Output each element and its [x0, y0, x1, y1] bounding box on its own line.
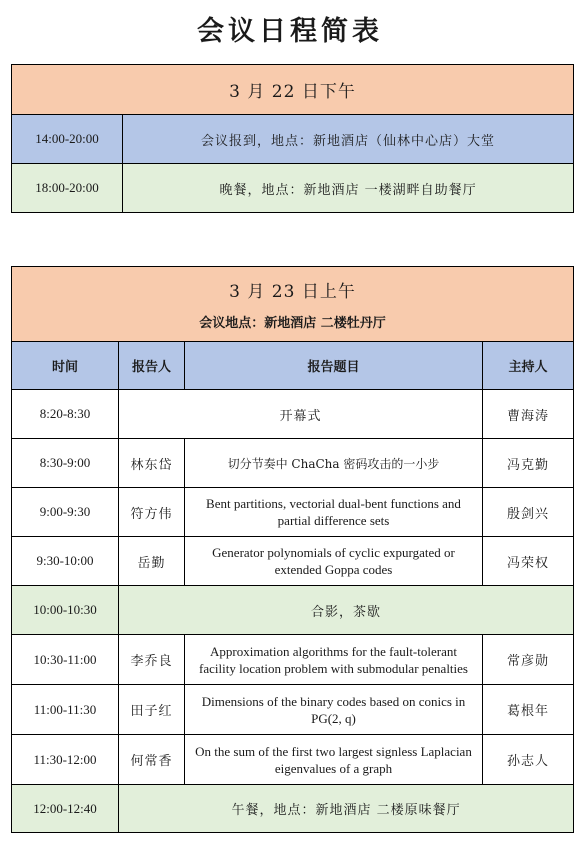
schedule-table-day2 [11, 266, 574, 833]
content-cell: 会议报到，地点：新地酒店（仙林中心店）大堂 [123, 115, 574, 164]
topic-cell: Bent partitions, vectorial dual-bent functions and partial difference sets [185, 488, 483, 537]
host-cell: 常彦勋 [483, 635, 574, 685]
time-cell: 8:20-8:30 [12, 390, 119, 439]
topic-cell: Dimensions of the binary codes based on conics in PG(2, q) [185, 685, 483, 735]
host-cell: 曹海涛 [483, 390, 574, 439]
table-row [12, 586, 574, 635]
schedule-table-day1 [11, 64, 574, 213]
speaker-cell: 田子红 [119, 685, 185, 735]
day2-header-row [12, 267, 574, 342]
table-row [12, 635, 574, 685]
speaker-cell: 岳勤 [119, 537, 185, 586]
topic-cell: Generator polynomials of cyclic expurgated or extended Goppa codes [185, 537, 483, 586]
day2-date: 3 月 23 日上午 [229, 282, 356, 302]
time-cell: 10:00-10:30 [12, 586, 119, 635]
time-cell: 8:30-9:00 [12, 439, 119, 488]
table-row [12, 164, 574, 213]
table-row [12, 785, 574, 833]
time-cell: 14:00-20:00 [12, 115, 123, 164]
column-header-speaker: 报告人 [119, 342, 185, 390]
column-header-row [12, 342, 574, 390]
column-header-time: 时间 [12, 342, 119, 390]
time-cell: 12:00-12:40 [12, 785, 119, 833]
column-header-topic: 报告题目 [185, 342, 483, 390]
content-cell: 开幕式 [119, 390, 483, 439]
host-cell: 冯克勤 [483, 439, 574, 488]
table-row [12, 390, 574, 439]
content-cell: 晚餐，地点：新地酒店 一楼湖畔自助餐厅 [123, 164, 574, 213]
time-cell: 9:00-9:30 [12, 488, 119, 537]
table-row [12, 685, 574, 735]
content-cell: 合影，茶歇 [119, 586, 574, 635]
topic-cell: Approximation algorithms for the fault-tolerant facility location problem with submodular penalties [185, 635, 483, 685]
day1-header: 3 月 22 日下午 [12, 65, 574, 115]
time-cell: 11:00-11:30 [12, 685, 119, 735]
column-header-host: 主持人 [483, 342, 574, 390]
time-cell: 11:30-12:00 [12, 735, 119, 785]
host-cell: 孙志人 [483, 735, 574, 785]
speaker-cell: 符方伟 [119, 488, 185, 537]
time-cell: 10:30-11:00 [12, 635, 119, 685]
content-cell: 午餐，地点：新地酒店 二楼原味餐厅 [119, 785, 574, 833]
speaker-cell: 李乔良 [119, 635, 185, 685]
speaker-cell: 何常香 [119, 735, 185, 785]
host-cell: 葛根年 [483, 685, 574, 735]
table-row [12, 439, 574, 488]
day2-header [12, 267, 574, 342]
topic-cell: On the sum of the first two largest signless Laplacian eigenvalues of a graph [185, 735, 483, 785]
host-cell: 冯荣权 [483, 537, 574, 586]
table-row [12, 537, 574, 586]
speaker-cell: 林东岱 [119, 439, 185, 488]
day2-location: 会议地点：新地酒店 二楼牡丹厅 [199, 316, 386, 331]
table-row [12, 735, 574, 785]
time-cell: 18:00-20:00 [12, 164, 123, 213]
host-cell: 殷剑兴 [483, 488, 574, 537]
day1-header-row [12, 65, 574, 115]
table-row [12, 115, 574, 164]
page-title: 会议日程简表 [197, 16, 383, 47]
table-row [12, 488, 574, 537]
time-cell: 9:30-10:00 [12, 537, 119, 586]
topic-cell: 切分节奏中 ChaCha 密码攻击的一小步 [185, 439, 483, 488]
